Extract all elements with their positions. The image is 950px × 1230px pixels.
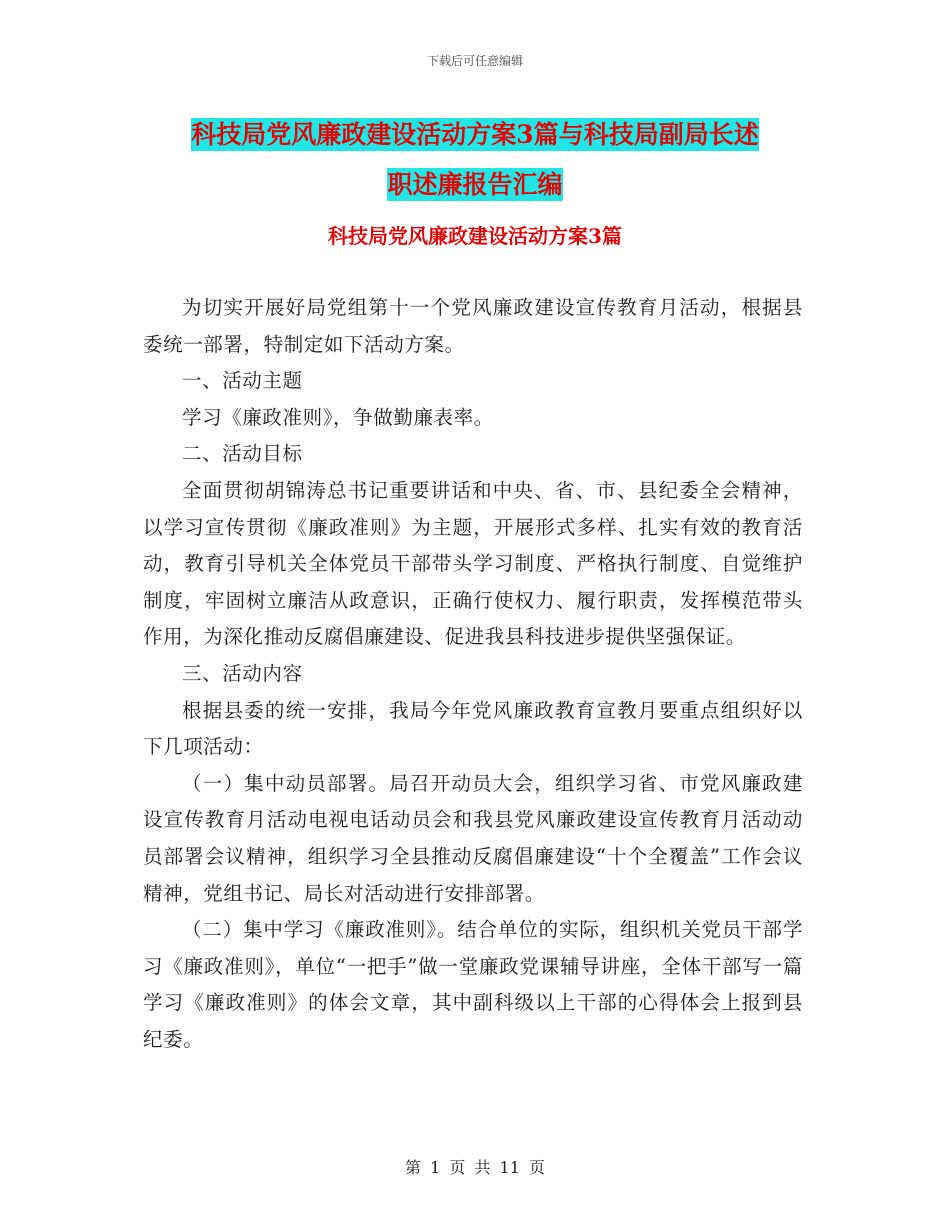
paragraph-theme: 学习《廉政准则》，争做勤廉表率。 [182, 405, 494, 429]
main-title-line-1: 科技局党风廉政建设活动方案3篇与科技局副局长述 [191, 120, 759, 149]
heading-activity-theme: 一、活动主题 [182, 369, 303, 393]
main-title-line-2: 职述廉报告汇编 [387, 170, 563, 199]
section-title: 科技局党风廉政建设活动方案3篇 [328, 224, 622, 248]
heading-activity-goal: 二、活动目标 [182, 442, 303, 466]
document-main-title [145, 110, 805, 210]
page-header-note: 下载后可任意编辑 [426, 54, 523, 68]
page-footer: 第 1 页 共 11 页 [405, 1158, 545, 1177]
paragraph-item-1: （一）集中动员部署。局召开动员大会，组织学习省、市党风廉政建设宣传教育月活动电视电话动员会和我县党风廉政建设宣传教育月活动动员部署会议精神，组织学习全县推动反腐倡廉建设“十个全覆盖”工作会议精神，党组书记、局长对活动进行安排部署。 [143, 771, 803, 905]
paragraph-intro: 为切实开展好局党组第十一个党风廉政建设宣传教育月活动，根据县委统一部署，特制定如下活动方案。 [143, 296, 803, 356]
paragraph-item-2: （二）集中学习《廉政准则》。结合单位的实际，组织机关党员干部学习《廉政准则》，单位“一把手”做一堂廉政党课辅导讲座，全体干部写一篇学习《廉政准则》的体会文章，其中副科级以上干部的心得体会上报到县纪委。 [143, 918, 803, 1051]
document-body [143, 290, 803, 1058]
paragraph-goal: 全面贯彻胡锦涛总书记重要讲话和中央、省、市、县纪委全会精神，以学习宣传贯彻《廉政准则》为主题，开展形式多样、扎实有效的教育活动，教育引导机关全体党员干部带头学习制度、严格执行制度、自觉维护制度，牢固树立廉洁从政意识，正确行使权力、履行职责，发挥模范带头作用，为深化推动反腐倡廉建设、促进我县科技进步提供坚强保证。 [143, 478, 803, 649]
paragraph-content-intro: 根据县委的统一安排，我局今年党风廉政教育宣教月要重点组织好以下几项活动： [143, 698, 803, 759]
heading-activity-content: 三、活动内容 [182, 661, 303, 685]
